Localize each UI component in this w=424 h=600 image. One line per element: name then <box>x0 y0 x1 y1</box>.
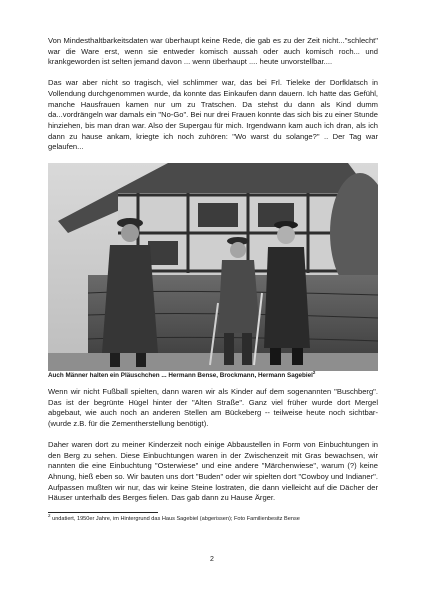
footnote-text: undatiert, 1950er Jahre, im Hintergrund das Haus Sagebiel (abgerissen); Foto Familienbesitz Bense <box>52 516 300 523</box>
footnote-separator <box>48 512 158 513</box>
photo-caption: Auch Männer halten ein Pläuschchen ... Hermann Bense, Brockmann, Hermann Sagebiel$^2$ <box>48 369 316 380</box>
document-page <box>48 36 378 523</box>
paragraph-village-gossip: Das war aber nicht so tragisch, viel schlimmer war, das bei Frl. Tieleke der Dorfklatsch in Vollendung durchgenommen wurde, da konnte das Einkaufen dann dauern. Ich hatte das Gefühl, manche Hausfrauen kamen nur um zu Tratschen. Da stehst du dann als Kind dumm da...vordrängeln war damals ein "No-Go". Bei nur drei Frauen konnte das sich bis zu einer Stunde hinziehen, bis man dran war. Also der Supergau für mich. Irgendwann kam auch ich dran, als ich dann zu hause ankam, kriegte ich noch zuhören: "Wo warst du solange?" .. Der Tag war gelaufen... <box>48 78 378 152</box>
footnote-number: 2 <box>48 513 51 519</box>
page-number: 2 <box>210 556 214 563</box>
paragraph-shelf-life: Von Mindesthaltbarkeitsdaten war überhaupt keine Rede, die gab es zu der Zeit nicht..."schlecht" war die Ware erst, wenn sie entweder komisch aussah oder auch komisch roch... und krankgeworden ist selten jemand davon ... wenn überhaupt .... heute unvorstellbar.... <box>48 36 378 67</box>
paragraph-quarry-hollows: Daher waren dort zu meiner Kinderzeit noch einige Abbaustellen in Form von Einbuchtungen in den Berg zu sehen. Diese Einbuchtungen waren in der Zwischenzeit mit Gras bewachsen, wir nannten die eine Einbuchtung "Osterwiese" und eine andere "Märchenwiese", warum (?) keine Ahnung, hieß eben so. Wir bauten uns dort "Buden" oder wir spielten dort "Cowboy und Indianer". Aufpassen mußten wir nur, das wir keine Steine lostraten, die dann vielleicht auf die Dächer der Häuser unterhalb des Berges fielen. Das gab dann zu Hause Ärger. <box>48 439 378 503</box>
footnote-reference[interactable]: 2 <box>312 369 316 375</box>
footnote <box>48 513 378 523</box>
photo-figure <box>48 163 378 379</box>
photo-three-men-by-wall <box>48 163 378 371</box>
paragraph-buschberg: Wenn wir nicht Fußball spielten, dann waren wir als Kinder auf dem sogenannten "Buschberg". Das ist der begrünte Hügel hinter der "Alten Straße". Ganz viel früher wurde dort Mergel abgebaut, wie auch noch an anderen Stellen am Bückeberg -- teilweise heute noch sichtbar- (wurde z.B. für die Zementherstellung benötigt). <box>48 387 378 429</box>
